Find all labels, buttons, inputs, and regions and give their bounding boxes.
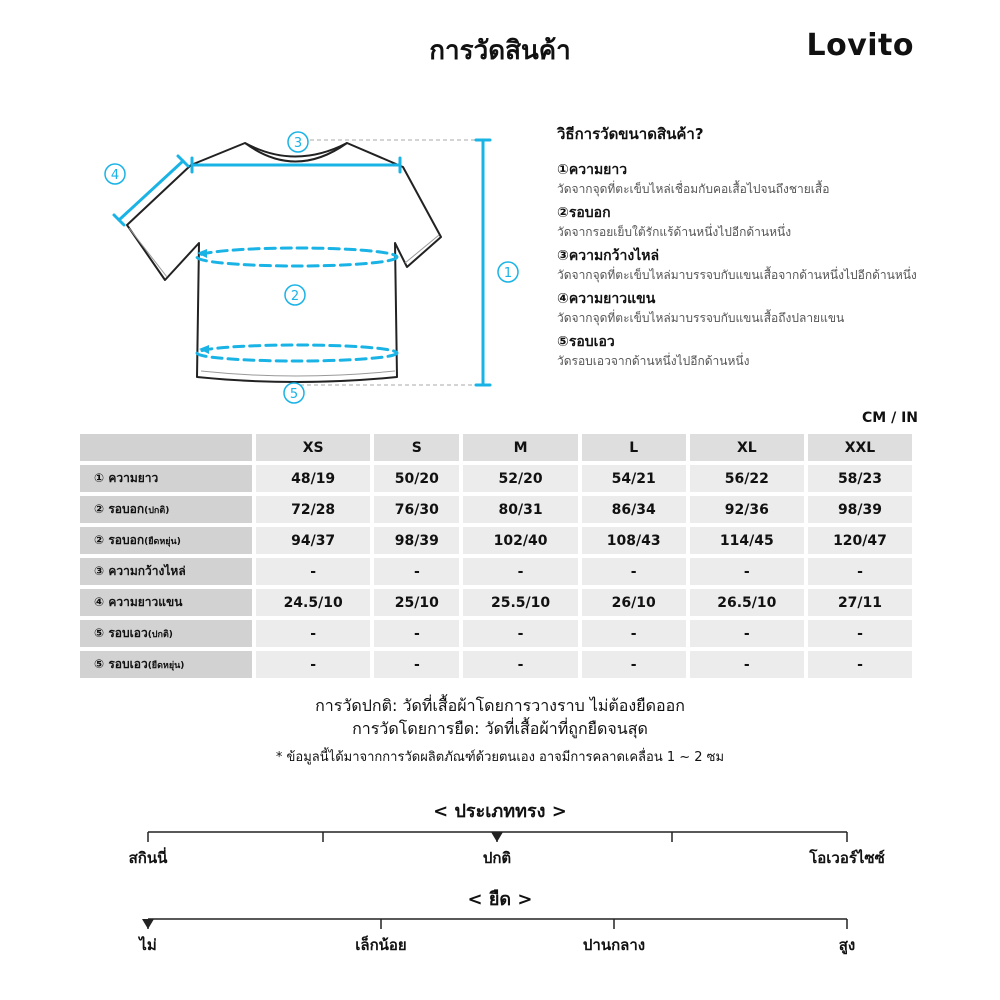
guide-item-desc: วัดจากจุดที่ตะเข็บไหล่มาบรรจบกับแขนเสื้อถึงปลายแขน bbox=[557, 311, 845, 325]
table-cell: 24.5/10 bbox=[256, 589, 370, 616]
fit-label-skinny: สกินนี่ bbox=[128, 849, 168, 867]
table-cell: - bbox=[690, 651, 804, 678]
guide-item-desc: วัดรอบเอวจากด้านหนึ่งไปอีกด้านหนึ่ง bbox=[557, 354, 750, 368]
table-row bbox=[80, 620, 912, 647]
row-name: ความยาว bbox=[108, 471, 159, 485]
row-sub: (ยืดหยุ่น) bbox=[147, 661, 185, 671]
table-cell: - bbox=[256, 620, 370, 647]
row-name: รอบอก bbox=[108, 502, 145, 516]
table-cell: 26/10 bbox=[582, 589, 686, 616]
table-cell: - bbox=[690, 558, 804, 585]
unit-label: CM / IN bbox=[862, 410, 918, 426]
table-corner bbox=[80, 434, 252, 461]
stretch-label-none: ไม่ bbox=[139, 936, 157, 954]
measurement-guide bbox=[557, 122, 977, 375]
table-cell: - bbox=[582, 558, 686, 585]
guide-item-name: ⑤รอบเอว bbox=[557, 334, 615, 350]
guide-item-name: ④ความยาวแขน bbox=[557, 291, 656, 307]
table-cell: 92/36 bbox=[690, 496, 804, 523]
size-header: XS bbox=[256, 434, 370, 461]
brand-logo: Lovito bbox=[806, 28, 914, 63]
row-label bbox=[80, 651, 252, 678]
row-label bbox=[80, 527, 252, 554]
guide-item-length bbox=[557, 160, 977, 198]
guide-item-shoulder bbox=[557, 246, 977, 284]
row-label bbox=[80, 465, 252, 492]
table-cell: 114/45 bbox=[690, 527, 804, 554]
fit-scale-title: < ประเภททรง > bbox=[433, 801, 567, 822]
marker-shoulder: 3 bbox=[293, 136, 303, 151]
stretch-label-medium: ปานกลาง bbox=[582, 936, 646, 954]
size-table bbox=[76, 430, 916, 682]
table-cell: 120/47 bbox=[808, 527, 912, 554]
row-label bbox=[80, 496, 252, 523]
guide-item-name: ①ความยาว bbox=[557, 162, 628, 178]
row-number: ① bbox=[94, 471, 105, 485]
note-disclaimer: * ข้อมูลนี้ได้มาจากการวัดผลิตภัณฑ์ด้วยตนเอง อาจมีการคลาดเคลื่อน 1 ~ 2 ซม bbox=[275, 750, 725, 765]
stretch-label-slight: เล็กน้อย bbox=[355, 936, 407, 954]
size-header: L bbox=[582, 434, 686, 461]
row-number: ④ bbox=[94, 595, 105, 609]
table-cell: - bbox=[690, 620, 804, 647]
size-header: M bbox=[463, 434, 577, 461]
note-normal-measure: การวัดปกติ: วัดที่เสื้อผ้าโดยการวางราบ ไม่ต้องยืดออก bbox=[315, 696, 685, 715]
table-cell: 52/20 bbox=[463, 465, 577, 492]
row-name: รอบอก bbox=[108, 533, 145, 547]
fit-scale-indicator bbox=[491, 832, 503, 842]
size-header: S bbox=[374, 434, 459, 461]
row-sub: (ปกติ) bbox=[147, 630, 173, 640]
stretch-label-high: สูง bbox=[838, 936, 856, 954]
row-sub: (ปกติ) bbox=[144, 506, 170, 516]
table-cell: 94/37 bbox=[256, 527, 370, 554]
table-cell: 48/19 bbox=[256, 465, 370, 492]
row-label bbox=[80, 620, 252, 647]
table-cell: 54/21 bbox=[582, 465, 686, 492]
table-cell: 102/40 bbox=[463, 527, 577, 554]
row-name: ความยาวแขน bbox=[108, 595, 183, 609]
guide-item-desc: วัดจากจุดที่ตะเข็บไหล่เชื่อมกับคอเสื้อไปจนถึงชายเสื้อ bbox=[557, 182, 830, 196]
fit-label-oversize: โอเวอร์ไซซ์ bbox=[809, 849, 885, 867]
table-cell: 27/11 bbox=[808, 589, 912, 616]
table-cell: - bbox=[256, 558, 370, 585]
table-cell: - bbox=[374, 620, 459, 647]
table-cell: 50/20 bbox=[374, 465, 459, 492]
table-row bbox=[80, 589, 912, 616]
table-row bbox=[80, 465, 912, 492]
tshirt-diagram bbox=[95, 125, 535, 415]
table-cell: 80/31 bbox=[463, 496, 577, 523]
row-number: ⑤ bbox=[94, 626, 105, 640]
guide-item-name: ③ความกว้างไหล่ bbox=[557, 248, 660, 264]
row-label bbox=[80, 589, 252, 616]
marker-length: 1 bbox=[503, 266, 513, 281]
guide-title: วิธีการวัดขนาดสินค้า? bbox=[557, 125, 704, 143]
table-cell: - bbox=[463, 620, 577, 647]
table-header-row bbox=[80, 434, 912, 461]
size-header: XL bbox=[690, 434, 804, 461]
marker-chest: 2 bbox=[290, 289, 300, 304]
size-header: XXL bbox=[808, 434, 912, 461]
table-cell: 25/10 bbox=[374, 589, 459, 616]
note-stretch-measure: การวัดโดยการยืด: วัดที่เสื้อผ้าที่ถูกยืดจนสุด bbox=[352, 719, 648, 738]
table-cell: - bbox=[374, 651, 459, 678]
table-cell: - bbox=[808, 620, 912, 647]
table-cell: 58/23 bbox=[808, 465, 912, 492]
page-title: การวัดสินค้า bbox=[429, 36, 571, 66]
table-cell: 98/39 bbox=[808, 496, 912, 523]
table-row bbox=[80, 496, 912, 523]
table-cell: 76/30 bbox=[374, 496, 459, 523]
table-cell: - bbox=[808, 651, 912, 678]
table-cell: - bbox=[463, 558, 577, 585]
table-cell: 56/22 bbox=[690, 465, 804, 492]
table-cell: - bbox=[582, 620, 686, 647]
guide-item-sleeve bbox=[557, 289, 977, 327]
table-cell: 98/39 bbox=[374, 527, 459, 554]
guide-item-desc: วัดจากจุดที่ตะเข็บไหล่มาบรรจบกับแขนเสื้อจากด้านหนึ่งไปอีกด้านหนึ่ง bbox=[557, 268, 917, 282]
table-cell: - bbox=[582, 651, 686, 678]
table-cell: - bbox=[808, 558, 912, 585]
table-row bbox=[80, 651, 912, 678]
row-number: ② bbox=[94, 533, 105, 547]
table-cell: 25.5/10 bbox=[463, 589, 577, 616]
table-row bbox=[80, 558, 912, 585]
guide-item-waist bbox=[557, 332, 977, 370]
table-row bbox=[80, 527, 912, 554]
table-cell: - bbox=[374, 558, 459, 585]
row-sub: (ยืดหยุ่น) bbox=[144, 537, 181, 547]
row-name: รอบเอว bbox=[108, 657, 148, 671]
row-number: ⑤ bbox=[94, 657, 105, 671]
marker-waist: 5 bbox=[289, 387, 299, 402]
row-name: ความกว้างไหล่ bbox=[108, 564, 186, 578]
guide-item-name: ②รอบอก bbox=[557, 205, 611, 221]
row-number: ③ bbox=[94, 564, 105, 578]
guide-item-desc: วัดจากรอยเย็บใต้รักแร้ด้านหนึ่งไปอีกด้านหนึ่ง bbox=[557, 225, 792, 239]
table-cell: - bbox=[463, 651, 577, 678]
marker-sleeve: 4 bbox=[110, 168, 120, 183]
row-number: ② bbox=[94, 502, 105, 516]
table-cell: 72/28 bbox=[256, 496, 370, 523]
table-cell: 26.5/10 bbox=[690, 589, 804, 616]
row-label bbox=[80, 558, 252, 585]
stretch-scale-title: < ยืด > bbox=[467, 889, 533, 910]
fit-label-regular: ปกติ bbox=[482, 849, 512, 867]
row-name: รอบเอว bbox=[108, 626, 148, 640]
table-cell: 86/34 bbox=[582, 496, 686, 523]
guide-item-chest bbox=[557, 203, 977, 241]
table-cell: 108/43 bbox=[582, 527, 686, 554]
stretch-scale-indicator bbox=[142, 919, 154, 929]
table-cell: - bbox=[256, 651, 370, 678]
